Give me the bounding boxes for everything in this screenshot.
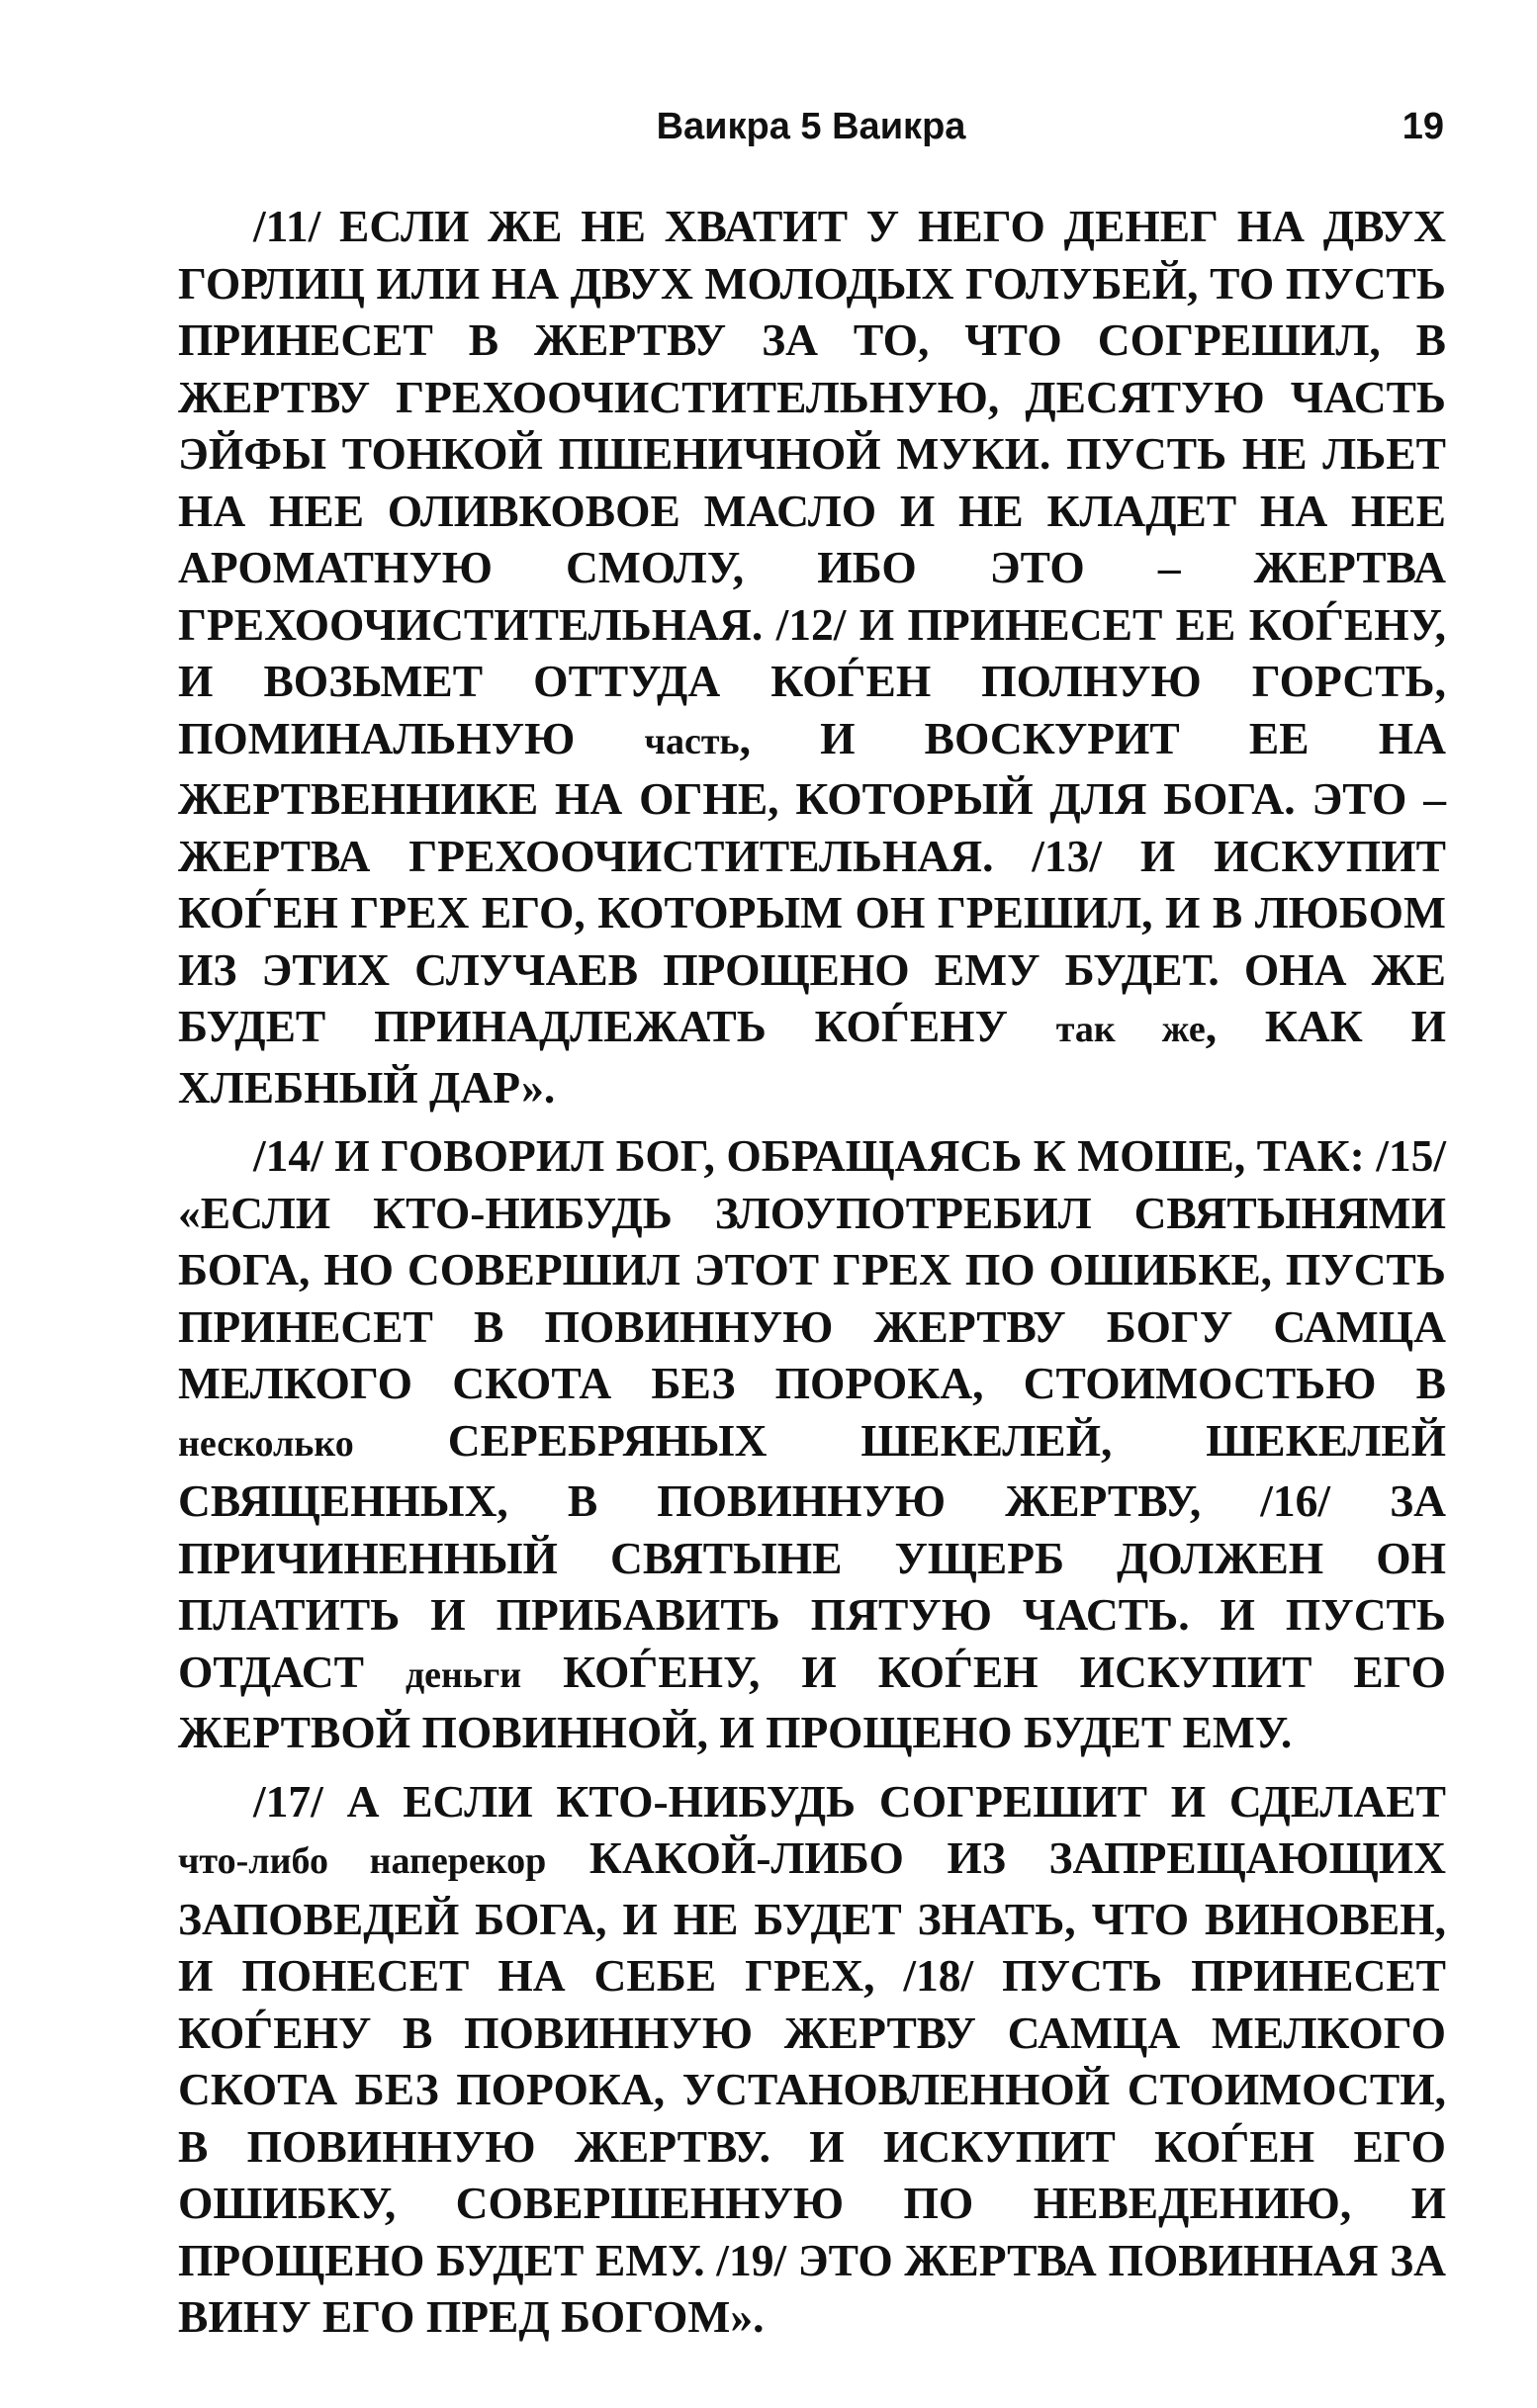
body-text: [178, 198, 1446, 2346]
added-word: деньги: [405, 1653, 522, 1696]
paragraph: [178, 1773, 1446, 2346]
paragraph: [178, 198, 1446, 1115]
text-run: КАКОЙ-ЛИБО ИЗ ЗАПРЕЩАЮЩИХ ЗАПОВЕДЕЙ БОГА, И НЕ БУДЕТ ЗНАТЬ, ЧТО ВИНОВЕН, И ПОНЕСЕТ НА СЕБЕ ГРЕХ, /18/ ПУСТЬ ПРИНЕСЕТ КОЃЕНУ В ПОВИННУЮ ЖЕРТВУ САМЦА МЕЛКОГО СКОТА БЕЗ ПОРОКА, УСТАНОВЛЕННОЙ СТОИМОСТИ, В ПОВИННУЮ ЖЕРТВУ. И ИСКУПИТ КОЃЕН ЕГО ОШИБКУ, СОВЕРШЕННУЮ ПО НЕВЕДЕНИЮ, И ПРОЩЕНО БУДЕТ ЕМУ. /19/ ЭТО ЖЕРТВА ПОВИННАЯ ЗА ВИНУ ЕГО ПРЕД БОГОМ».: [178, 1832, 1446, 2342]
text-run: /11/ ЕСЛИ ЖЕ НЕ ХВАТИТ У НЕГО ДЕНЕГ НА ДВУХ ГОРЛИЦ ИЛИ НА ДВУХ МОЛОДЫХ ГОЛУБЕЙ, ТО ПУСТЬ ПРИНЕСЕТ В ЖЕРТВУ ЗА ТО, ЧТО СОГРЕШИЛ, В ЖЕРТВУ ГРЕХООЧИСТИТЕЛЬНУЮ, ДЕСЯТУЮ ЧАСТЬ ЭЙФЫ ТОНКОЙ ПШЕНИЧНОЙ МУКИ. ПУСТЬ НЕ ЛЬЕТ НА НЕЕ ОЛИВКОВОЕ МАСЛО И НЕ КЛАДЕТ НА НЕЕ АРОМАТНУЮ СМОЛУ, ИБО ЭТО – ЖЕРТВА ГРЕХООЧИСТИТЕЛЬНАЯ. /12/ И ПРИНЕСЕТ ЕЕ КОЃЕНУ, И ВОЗЬМЕТ ОТТУДА КОЃЕН ПОЛНУЮ ГОРСТЬ, ПОМИНАЛЬНУЮ: [178, 201, 1446, 763]
running-header: [178, 97, 1444, 156]
paragraph: [178, 1127, 1446, 1761]
added-word: что-либо наперекор: [178, 1840, 547, 1882]
page-number: 19: [1401, 106, 1444, 147]
text-run: , И ВОСКУРИТ ЕЕ НА ЖЕРТВЕННИКЕ НА ОГНЕ, КОТОРЫЙ ДЛЯ БОГА. ЭТО – ЖЕРТВА ГРЕХООЧИСТИТЕЛЬНАЯ. /13/ И ИСКУПИТ КОЃЕН ГРЕХ ЕГО, КОТОРЫМ ОН ГРЕШИЛ, И В ЛЮБОМ ИЗ ЭТИХ СЛУЧАЕВ ПРОЩЕНО ЕМУ БУДЕТ. ОНА ЖЕ БУДЕТ ПРИНАДЛЕЖАТЬ КОЃЕНУ: [178, 712, 1446, 1051]
added-word: несколько: [178, 1422, 354, 1465]
text-run: СЕРЕБРЯНЫХ ШЕКЕЛЕЙ, ШЕКЕЛЕЙ СВЯЩЕННЫХ, В ПОВИННУЮ ЖЕРТВУ, /16/ ЗА ПРИЧИНЕННЫЙ СВЯТЫНЕ УЩЕРБ ДОЛЖЕН ОН ПЛАТИТЬ И ПРИБАВИТЬ ПЯТУЮ ЧАСТЬ. И ПУСТЬ ОТДАСТ: [178, 1414, 1446, 1697]
added-word: так же: [1055, 1009, 1206, 1050]
text-run: КОЃЕНУ, И КОЃЕН ИСКУПИТ ЕГО ЖЕРТВОЙ ПОВИННОЙ, И ПРОЩЕНО БУДЕТ ЕМУ.: [178, 1646, 1446, 1757]
text-run: /14/ И ГОВОРИЛ БОГ, ОБРАЩАЯСЬ К МОШЕ, ТАК: /15/ «ЕСЛИ КТО-НИБУДЬ ЗЛОУПОТРЕБИЛ СВЯТЫНЯМИ БОГА, НО СОВЕРШИЛ ЭТОТ ГРЕХ ПО ОШИБКЕ, ПУСТЬ ПРИНЕСЕТ В ПОВИННУЮ ЖЕРТВУ БОГУ САМЦА МЕЛКОГО СКОТА БЕЗ ПОРОКА, СТОИМОСТЬЮ В: [178, 1130, 1446, 1408]
text-run: , КАК И ХЛЕБНЫЙ ДАР».: [178, 1001, 1447, 1113]
added-word: часть: [644, 720, 740, 762]
running-title: Ваикра 5 Ваикра: [656, 106, 966, 147]
text-run: /17/ А ЕСЛИ КТО-НИБУДЬ СОГРЕШИТ И СДЕЛАЕТ: [253, 1775, 1446, 1827]
